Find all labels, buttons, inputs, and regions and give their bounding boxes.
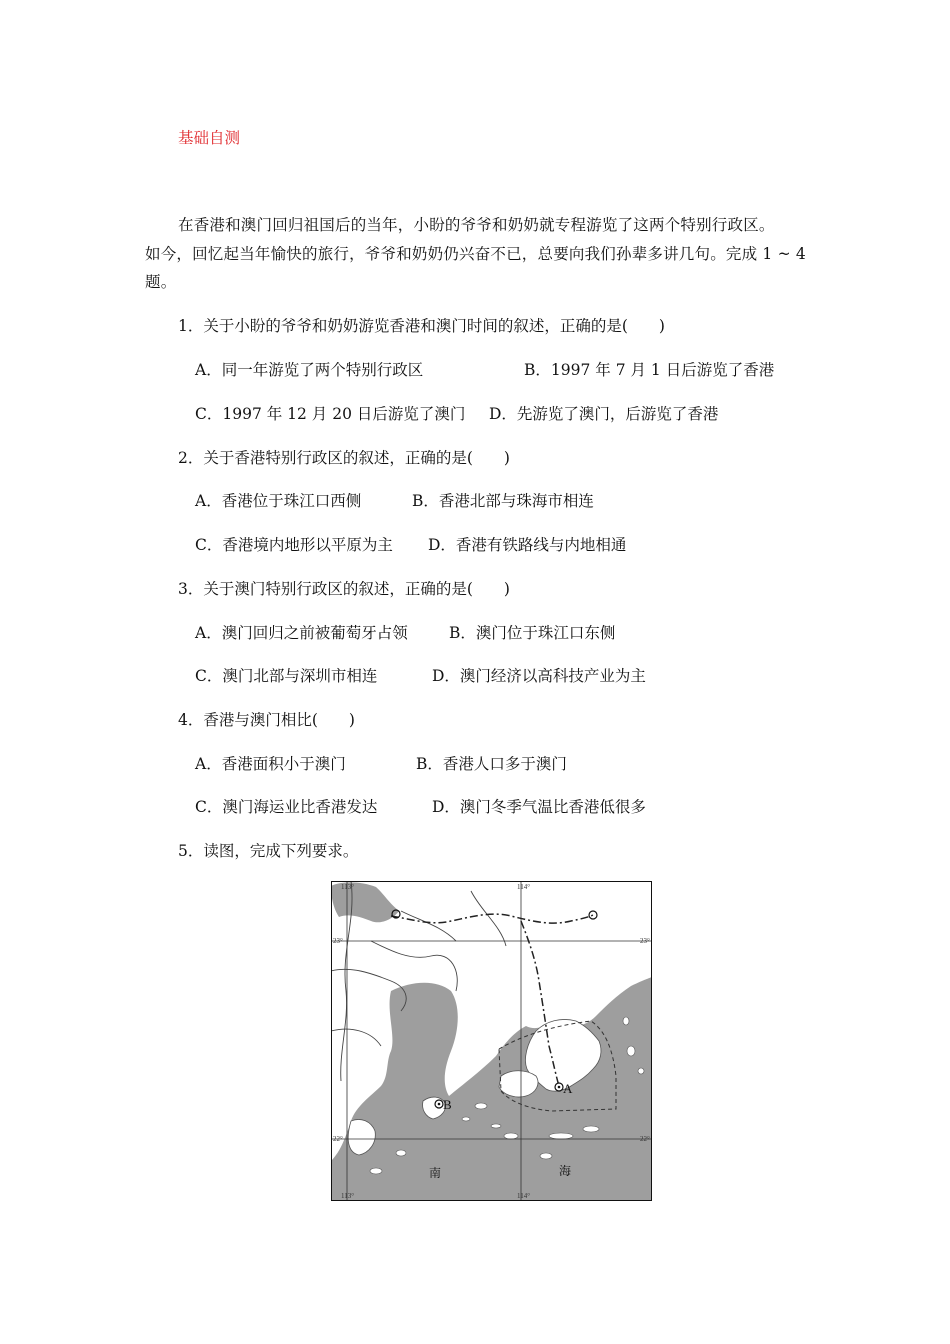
question-2-option-c: C．香港境内地形以平原为主 xyxy=(195,536,393,554)
point-a-label: A xyxy=(563,1081,573,1096)
lat-label-right-bottom: 22° xyxy=(640,1135,650,1143)
question-3-option-b: B．澳门位于珠江口东侧 xyxy=(449,624,616,642)
section-heading: 基础自测 xyxy=(178,129,241,147)
point-a-marker xyxy=(555,1083,563,1091)
question-4-option-b: B．香港人口多于澳门 xyxy=(416,755,567,773)
lon-label-top-right: 114° xyxy=(517,883,531,891)
sea-label-sea: 海 xyxy=(559,1164,572,1178)
question-1-stem: 1．关于小盼的爷爷和奶奶游览香港和澳门时间的叙述，正确的是( ) xyxy=(178,317,665,335)
lon-label-bottom-left: 113° xyxy=(341,1192,355,1200)
question-2-stem: 2．关于香港特别行政区的叙述，正确的是( ) xyxy=(178,449,510,467)
lon-label-top-left: 113° xyxy=(341,883,355,891)
question-1-option-d: D．先游览了澳门，后游览了香港 xyxy=(489,405,719,423)
question-2-option-a: A．香港位于珠江口西侧 xyxy=(195,492,362,510)
sea-label-south: 南 xyxy=(429,1166,442,1180)
intro-line-1: 在香港和澳门回归祖国后的当年，小盼的爷爷和奶奶就专程游览了这两个特别行政区。 xyxy=(178,216,775,234)
question-4-option-a: A．香港面积小于澳门 xyxy=(195,755,346,773)
question-5-stem: 5．读图，完成下列要求。 xyxy=(178,842,359,860)
question-3-stem: 3．关于澳门特别行政区的叙述，正确的是( ) xyxy=(178,580,510,598)
lat-label-left-top: 23° xyxy=(333,937,343,945)
question-2-option-d: D．香港有铁路线与内地相通 xyxy=(428,536,627,554)
lat-label-left-bottom: 22° xyxy=(333,1135,343,1143)
question-3-option-c: C．澳门北部与深圳市相连 xyxy=(195,667,378,685)
question-4-option-d: D．澳门冬季气温比香港低很多 xyxy=(432,798,646,816)
intro-line-3: 题。 xyxy=(145,273,177,291)
question-4-option-c: C．澳门海运业比香港发达 xyxy=(195,798,378,816)
lat-label-right-top: 23° xyxy=(640,937,650,945)
question-3-option-a: A．澳门回归之前被葡萄牙占领 xyxy=(195,624,408,642)
point-b-marker xyxy=(435,1100,443,1108)
question-1-option-b: B．1997 年 7 月 1 日后游览了香港 xyxy=(524,361,775,379)
question-1-option-a: A．同一年游览了两个特别行政区 xyxy=(195,361,424,379)
question-2-option-b: B．香港北部与珠海市相连 xyxy=(412,492,594,510)
intro-line-2: 如今，回忆起当年愉快的旅行，爷爷和奶奶仍兴奋不已，总要向我们孙辈多讲几句。完成 1 ~ 4 xyxy=(145,245,806,263)
question-3-option-d: D．澳门经济以高科技产业为主 xyxy=(432,667,646,685)
lantau-island xyxy=(499,1071,538,1097)
lon-label-bottom-right: 114° xyxy=(517,1192,531,1200)
pearl-river-delta-map xyxy=(331,881,652,1201)
question-4-stem: 4．香港与澳门相比( ) xyxy=(178,711,355,729)
point-b-label: B xyxy=(443,1097,452,1112)
question-1-option-c: C．1997 年 12 月 20 日后游览了澳门 xyxy=(195,405,466,423)
